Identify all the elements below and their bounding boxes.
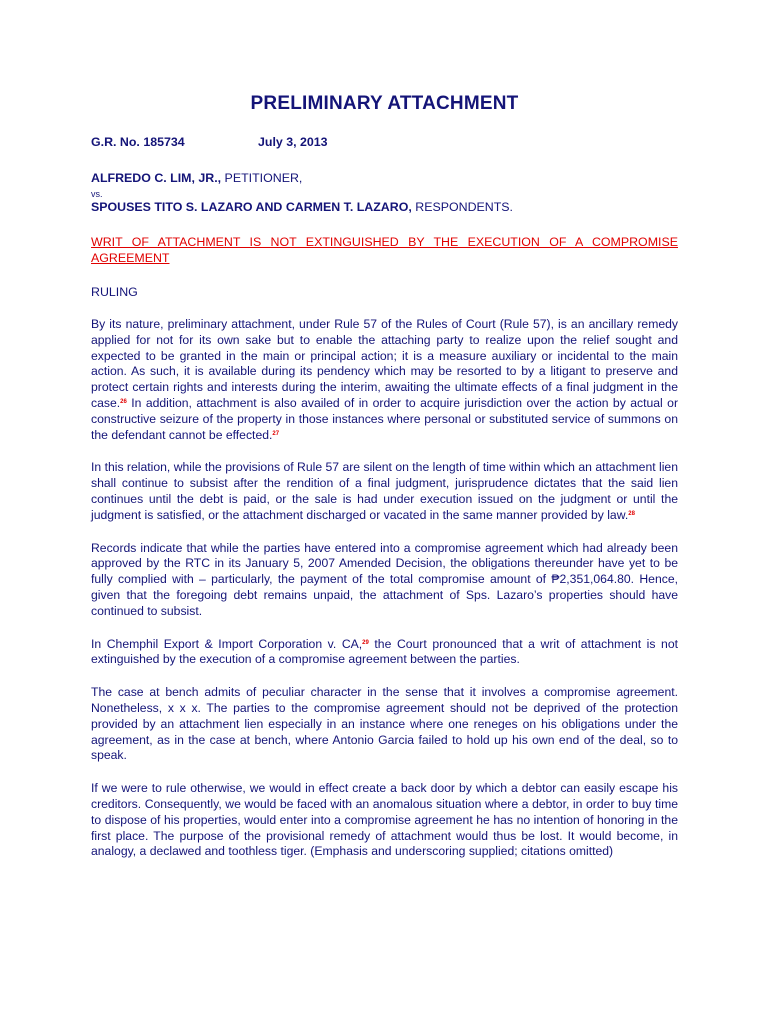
paragraph-4-text-b: the Court pronounced that a writ of attachment is not extinguished by the execution of a compromise agreement between the parties. <box>91 636 679 667</box>
quoted-paragraph-1: The case at bench admits of peculiar character in the sense that it involves a compromise agreement. Nonetheless, x x x. The parties to the compromise agreement should not be deprived of the protection provided by an attachment lien especially in an instance where one reneges on his obligations under the agreement, as in the case at bench, where Antonio Garcia failed to hold up his own end of the deal, so to speak. <box>91 685 678 763</box>
case-citation <box>91 135 678 150</box>
doctrine-heading: WRIT OF ATTACHMENT IS NOT EXTINGUISHED BY THE EXECUTION OF A COMPROMISE AGREEMENT <box>91 235 678 265</box>
versus-label: vs. <box>91 189 103 199</box>
paragraph-1-text-a: By its nature, preliminary attachment, under Rule 57 of the Rules of Court (Rule 57), is an ancillary remedy applied for not for its own sake but to enable the attaching party to realize upon the relief sought and expected to be granted in the main or principal action; it is a measure auxiliary or incidental to the main action. As such, it is available during its pendency which may be resorted to by a litigant to preserve and protect certain rights and interests during the interim, awaiting the ultimate effects of a final judgment in the case. <box>91 317 678 410</box>
respondent-name: SPOUSES TITO S. LAZARO AND CARMEN T. LAZARO, <box>91 200 412 214</box>
petitioner-role: PETITIONER, <box>221 171 303 185</box>
footnote-ref-27: 27 <box>272 430 280 437</box>
footnote-ref-26: 26 <box>120 398 127 405</box>
paragraph-1 <box>91 317 678 443</box>
case-number: G.R. No. 185734 <box>91 135 185 149</box>
section-label-ruling: RULING <box>91 285 138 299</box>
respondent-role: RESPONDENTS. <box>411 200 514 214</box>
paragraph-1-text-b: In addition, attachment is also availed of in order to acquire jurisdiction over the action by actual or constructive seizure of the property in those instances where personal or substituted service of summons on the defendant cannot be effected. <box>91 395 678 442</box>
paragraph-4-text-a: In Chemphil Export & Import Corporation v. CA, <box>91 636 363 651</box>
case-date: July 3, 2013 <box>258 135 328 149</box>
petitioner-line <box>91 171 678 186</box>
petitioner-name: ALFREDO C. LIM, JR., <box>91 171 222 185</box>
quoted-paragraph-2: If we were to rule otherwise, we would in effect create a back door by which a debtor can easily escape his creditors. Consequently, we would be faced with an anomalous situation where a debtor, in order to buy time to dispose of his properties, would enter into a compromise agreement he has no intention of honoring in the first place. The purpose of the provisional remedy of attachment would thus be lost. It would become, in analogy, a declawed and toothless tiger. (Emphasis and underscoring supplied; citations omitted) <box>91 781 678 859</box>
paragraph-4 <box>91 637 678 669</box>
document-title: PRELIMINARY ATTACHMENT <box>250 93 519 114</box>
paragraph-2 <box>91 460 678 523</box>
paragraph-3: Records indicate that while the parties have entered into a compromise agreement which had already been approved by the RTC in its January 5, 2007 Amended Decision, the obligations thereunder have yet to be fully complied with – particularly, the payment of the total compromise amount of ₱2,351,064.80. Hence, given that the foregoing debt remains unpaid, the attachment of Sps. Lazaro’s properties should have continued to subsist. <box>91 540 678 618</box>
paragraph-2-text: In this relation, while the provisions of Rule 57 are silent on the length of time within which an attachment lien shall continue to subsist after the rendition of a final judgment, jurisprudence dictates that the said lien continues until the debt is paid, or the sale is had under execution issued on the judgment or until the judgment is satisfied, or the attachment discharged or vacated in the same manner provided by law. <box>91 460 678 522</box>
footnote-ref-29: 29 <box>362 639 369 646</box>
footnote-ref-28: 28 <box>628 510 635 517</box>
respondent-line <box>91 200 678 215</box>
